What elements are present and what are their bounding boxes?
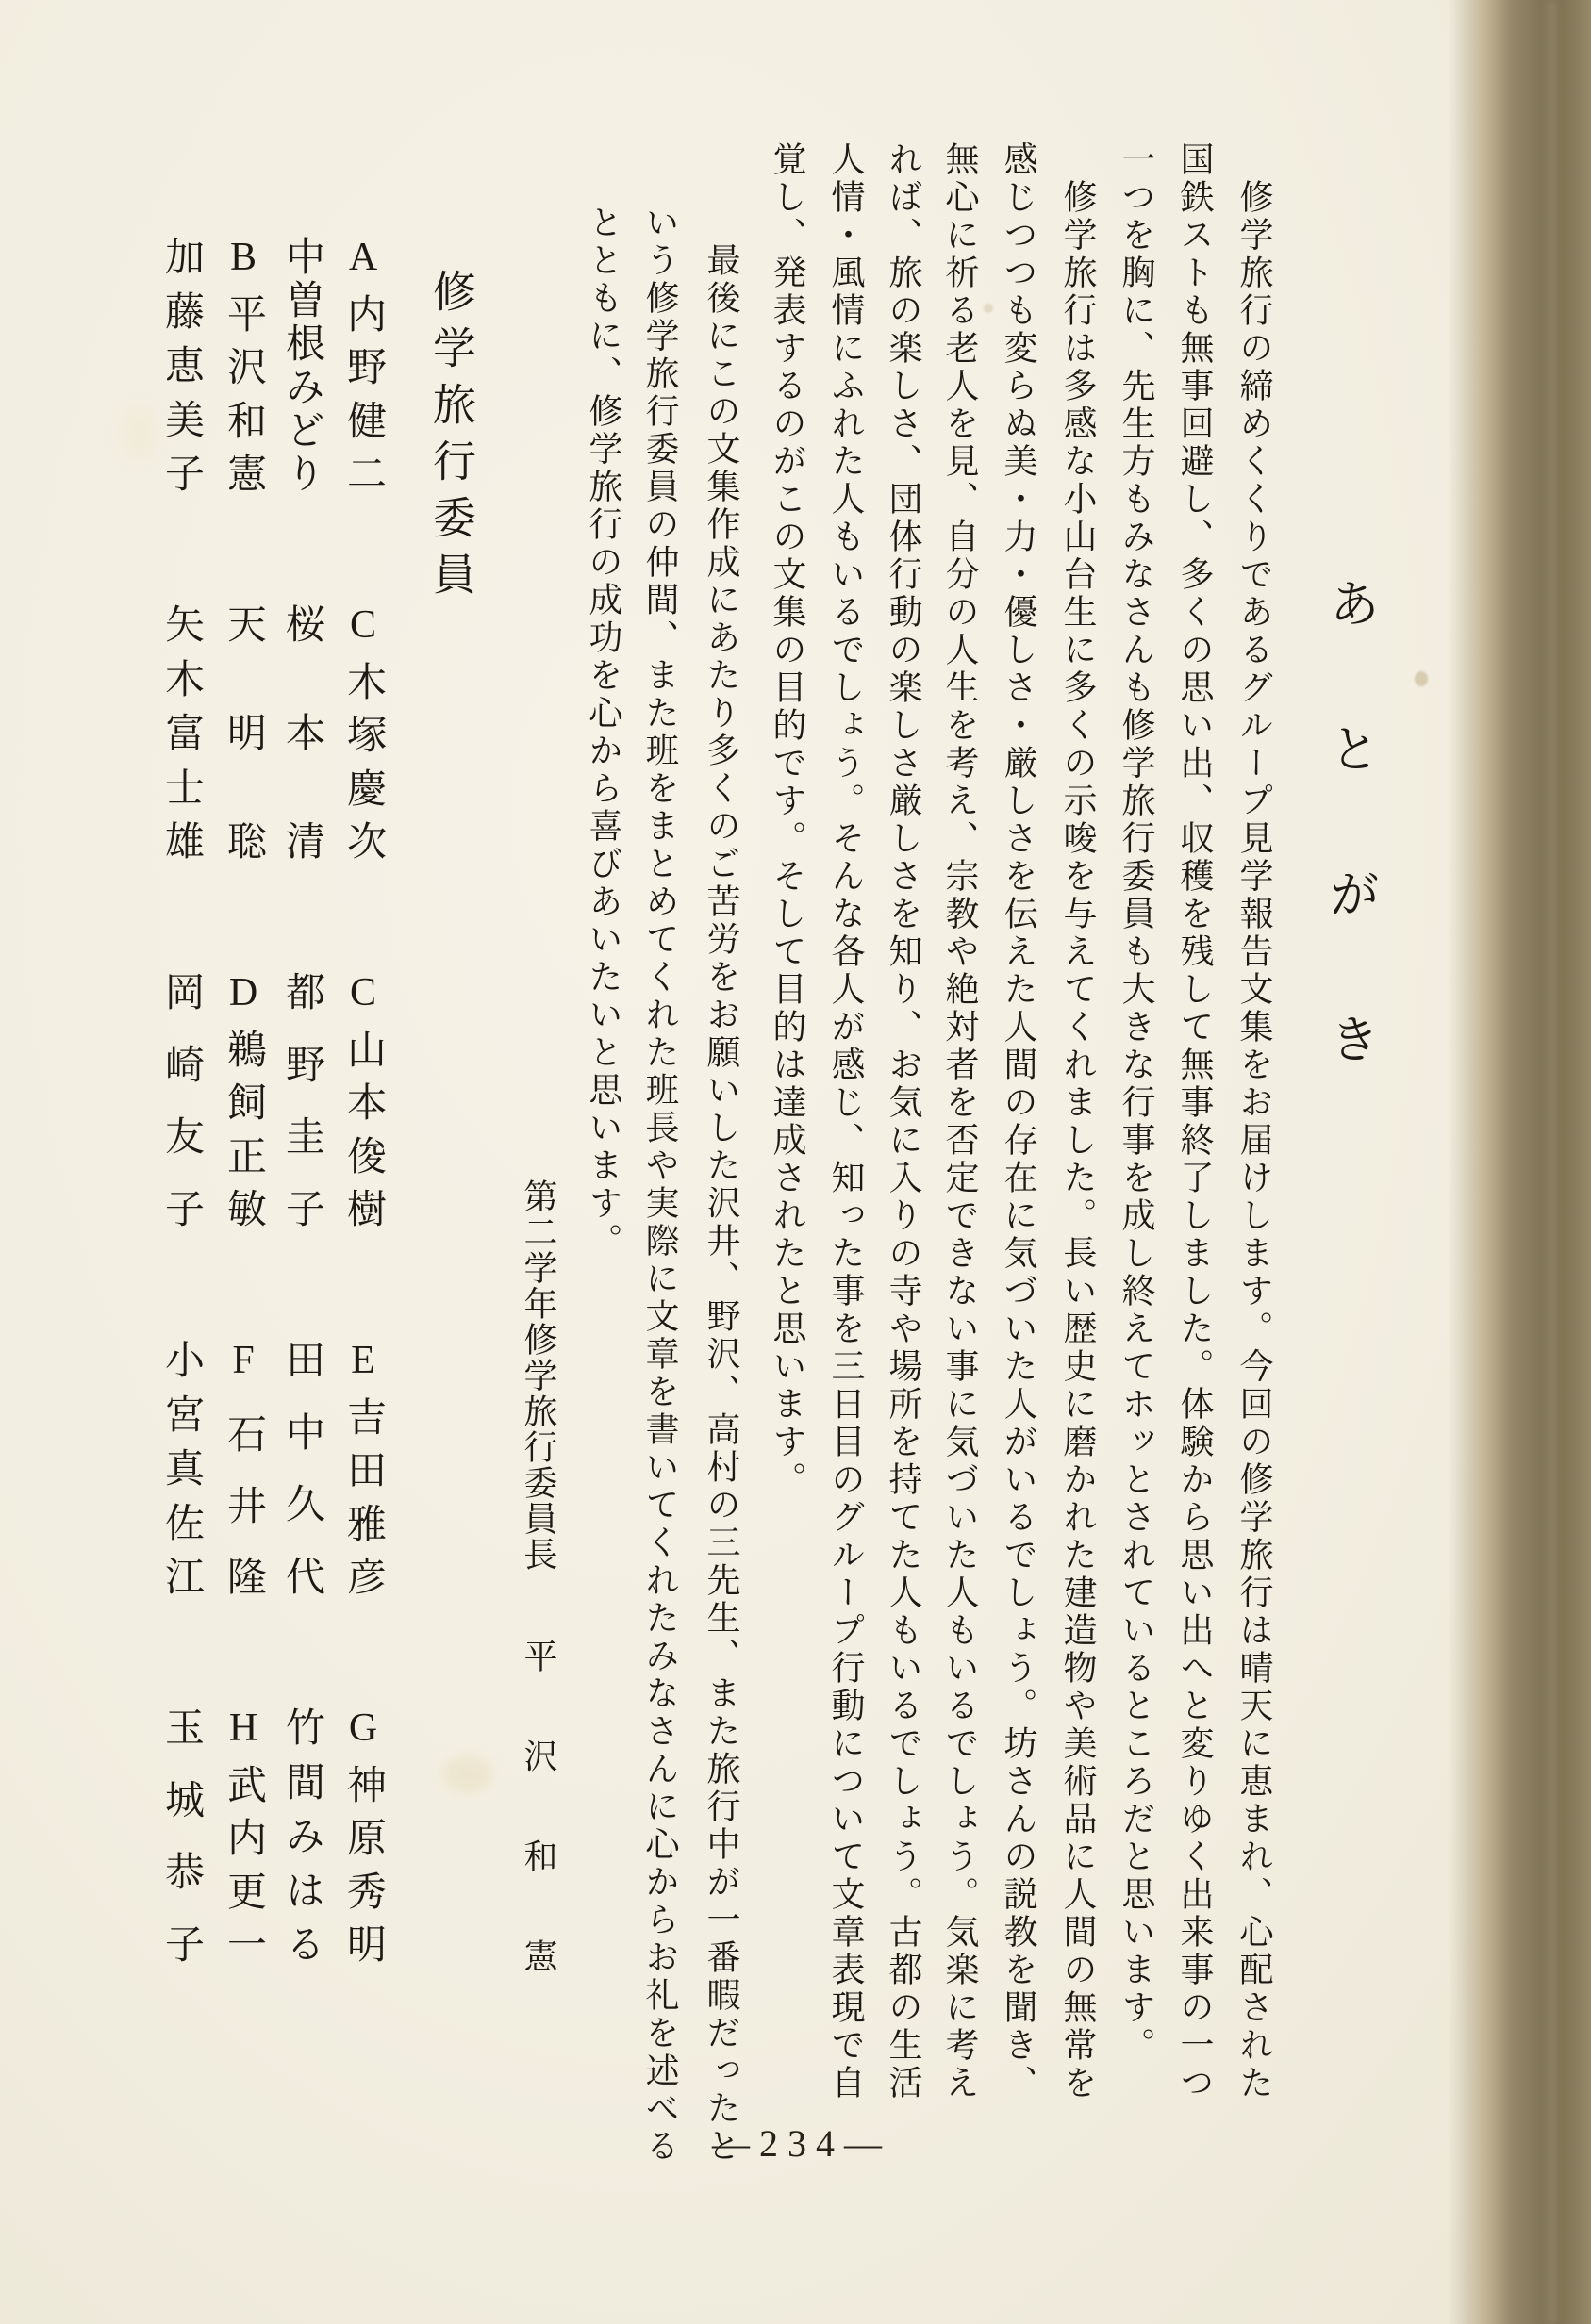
body-column-8: 人情・風情にふれた人もいるでしょう。そんな各人が感じ、知った事を三日目のグループ行動について文章表現で自 <box>827 141 865 2102</box>
page-title: あとがき <box>1322 577 1379 1158</box>
paper-stain <box>984 304 993 313</box>
book-gutter-shadow <box>1448 0 1591 2324</box>
committee-name-column-2 <box>282 236 322 1963</box>
page-number: ―234― <box>712 2122 891 2165</box>
committee-name-column-4 <box>161 236 201 1963</box>
body-column-11: いう修学旅行委員の仲間、また班をまとめてくれた班長や実際に文章を書いてくれたみなさんに心からお礼を述べる <box>641 205 679 2166</box>
body-column-3: 一つを胸に、先生方もみなさんも修学旅行委員も大きな行事を成し終えてホッとされているところだと思います。 <box>1118 141 1155 2065</box>
committee-member-name: 桜 本 清 <box>280 603 323 860</box>
body-column-5: 感じつつも変らぬ美・力・優しさ・厳しさを伝えた人間の存在に気づいた人がいるでしょう。坊さんの説教を聞き、 <box>1000 141 1037 2102</box>
committee-member-name: 岡 崎 友 子 <box>159 971 203 1228</box>
committee-member-name: H 武 内 更 一 <box>222 1706 265 1963</box>
signature-line <box>522 1178 555 2038</box>
paper-stain <box>1415 671 1428 686</box>
committee-member-name: F 石 井 隆 <box>222 1339 265 1595</box>
committee-member-name: C 山 本 俊 樹 <box>341 971 385 1228</box>
body-column-1: 修学旅行の締めくくりであるグループ見学報告文集をお届けします。今回の修学旅行は晴天に恵まれ、心配された <box>1235 141 1273 2102</box>
signature-name: 平沢和憲 <box>520 1639 557 2038</box>
committee-name-column-1 <box>343 236 383 1963</box>
paper-stain <box>443 1755 492 1793</box>
committee-member-name: A 内 野 健 二 <box>341 236 385 492</box>
committee-member-name: 田 中 久 代 <box>280 1339 323 1595</box>
committee-heading: 修学旅行委員 <box>427 269 475 608</box>
body-column-10: 最後にこの文集作成にあたり多くのご苦労をお願いした沢井、野沢、高村の三先生、また旅行中が一番暇だったと <box>703 205 740 2166</box>
body-column-9: 覚し、発表するのがこの文集の目的です。そして目的は達成されたと思います。 <box>769 141 806 1499</box>
body-column-7: れば、旅の楽しさ、団体行動の楽しさ厳しさを知り、お気に入りの寺や場所を持てた人もいるでしょう。古都の生活 <box>885 141 922 2102</box>
committee-member-name: E 吉 田 雅 彦 <box>341 1339 385 1595</box>
committee-member-name: C 木 塚 慶 次 <box>341 603 385 860</box>
committee-member-name: B 平 沢 和 憲 <box>222 236 265 492</box>
body-column-6: 無心に祈る老人を見、自分の人生を考え、宗教や絶対者を否定できない事に気づいた人もいるでしょう。気楽に考え <box>941 141 979 2102</box>
committee-member-name: 中 曽 根 み ど り <box>280 236 323 492</box>
paper-stain <box>121 405 158 462</box>
committee-member-name: G 神 原 秀 明 <box>341 1706 385 1963</box>
committee-member-name: 天 明 聡 <box>222 603 265 860</box>
committee-member-name: 玉 城 恭 子 <box>159 1706 203 1963</box>
committee-member-name: 都 野 圭 子 <box>280 971 323 1228</box>
body-column-2: 国鉄ストも無事回避し、多くの思い出、収穫を残して無事終了しました。体験から思い出へと変りゆく出来事の一つ <box>1176 141 1214 2102</box>
committee-member-name: 竹 間 み は る <box>280 1706 323 1963</box>
body-column-12: とともに、修学旅行の成功を心から喜びあいたいと思います。 <box>585 205 622 1261</box>
committee-member-name: 矢 木 富 士 雄 <box>159 603 203 860</box>
body-column-4: 修学旅行は多感な小山台生に多くの示唆を与えてくれました。長い歴史に磨かれた建造物や美術品に人間の無常を <box>1059 141 1097 2102</box>
committee-member-name: 加 藤 恵 美 子 <box>159 236 203 492</box>
signature-role: 第二学年修学旅行委員長 <box>520 1178 557 1573</box>
page-edge-glare <box>1548 0 1557 2324</box>
committee-member-name: 小 宮 真 佐 江 <box>159 1339 203 1595</box>
committee-name-column-3 <box>224 236 263 1963</box>
committee-member-name: D 鵜 飼 正 敏 <box>222 971 265 1228</box>
